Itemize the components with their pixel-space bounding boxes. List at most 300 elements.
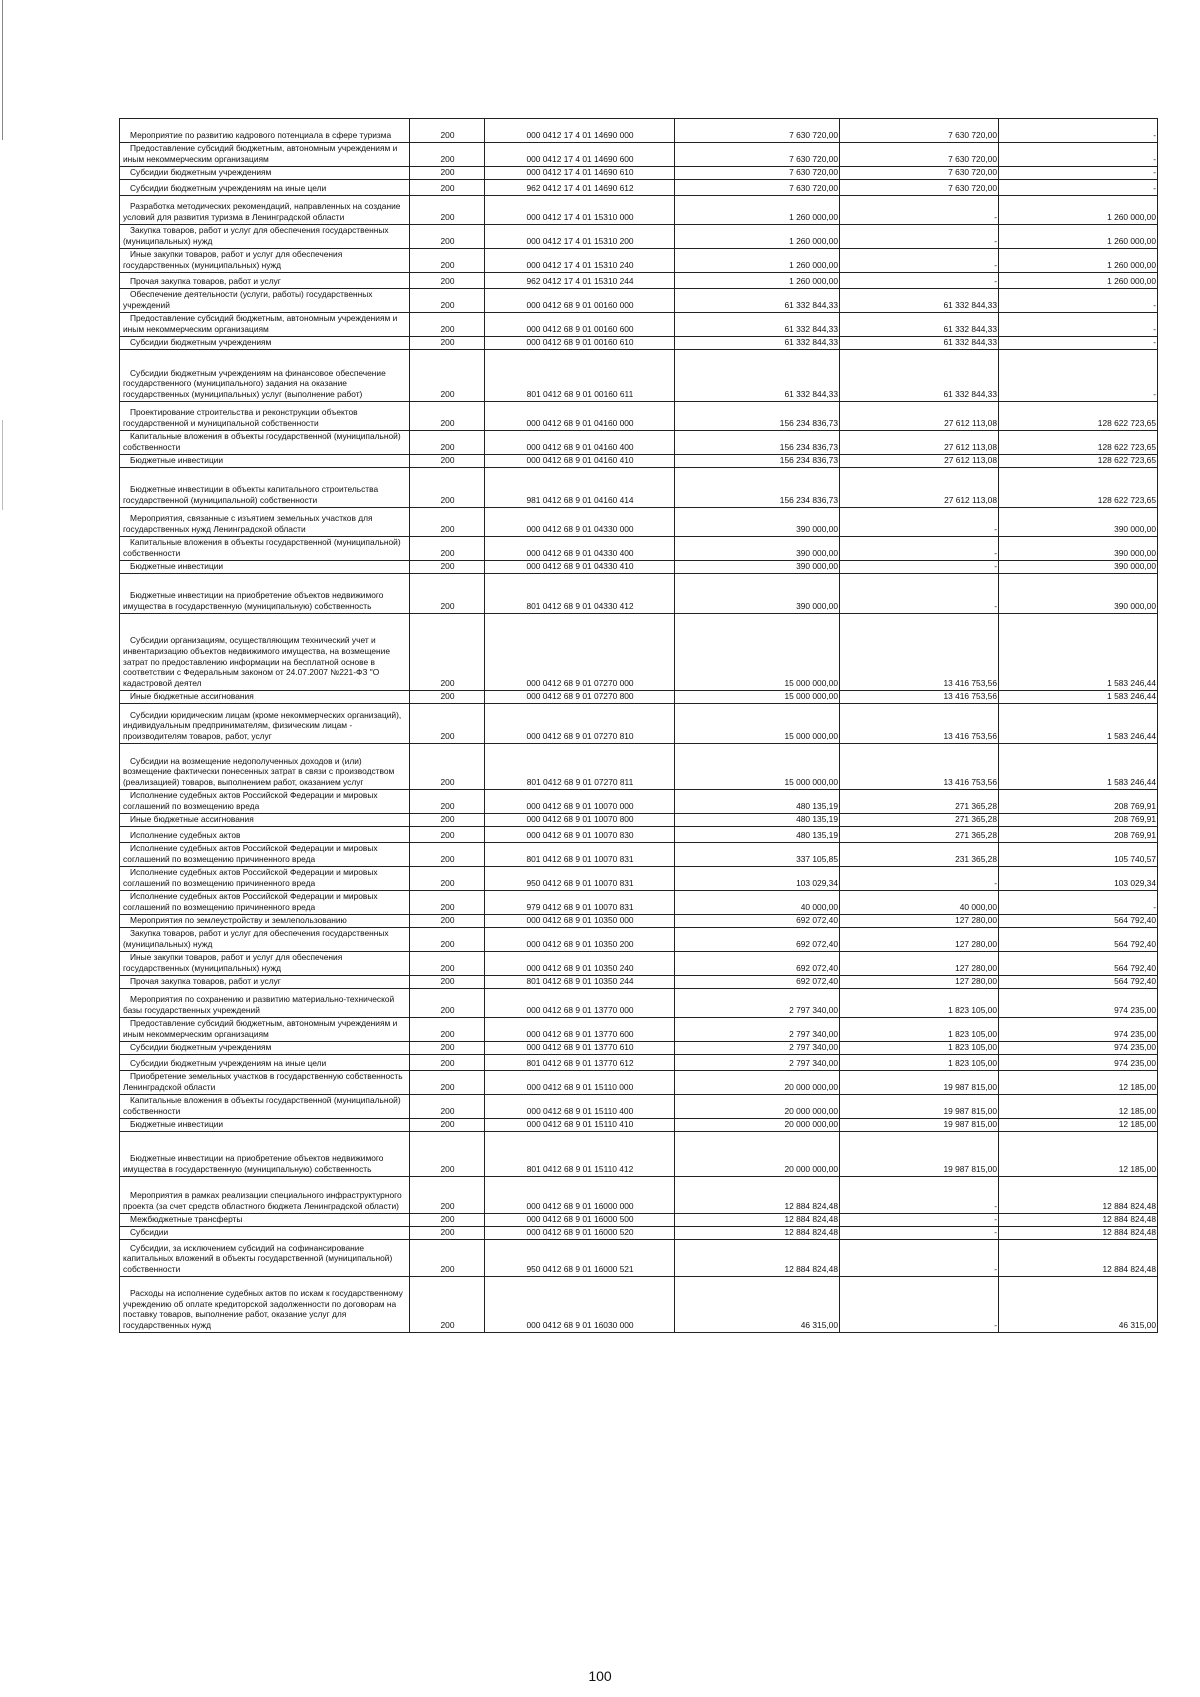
row-code-cell: 200 <box>410 843 485 867</box>
row-remaining-cell: 974 235,00 <box>999 1042 1158 1055</box>
row-classification-cell: 000 0412 68 9 01 04330 000 <box>485 508 675 537</box>
row-executed-cell: - <box>840 225 999 249</box>
table-row <box>120 814 1158 827</box>
row-code-cell: 200 <box>410 976 485 989</box>
row-executed-cell: 271 365,28 <box>840 814 999 827</box>
table-row <box>120 273 1158 289</box>
row-code-cell: 200 <box>410 1277 485 1333</box>
row-approved-cell: 390 000,00 <box>675 508 840 537</box>
row-approved-cell: 337 105,85 <box>675 843 840 867</box>
row-executed-cell: 61 332 844,33 <box>840 289 999 313</box>
row-code-cell: 200 <box>410 915 485 928</box>
row-remaining-cell: 12 884 824,48 <box>999 1177 1158 1214</box>
row-code-cell: 200 <box>410 249 485 273</box>
row-classification-cell: 000 0412 68 9 01 16000 000 <box>485 1177 675 1214</box>
row-approved-cell: 1 260 000,00 <box>675 225 840 249</box>
row-remaining-cell: 208 769,91 <box>999 790 1158 814</box>
row-name-cell: Проектирование строительства и реконструкции объектов государственной и муниципальной собственности <box>120 402 410 431</box>
row-executed-cell: - <box>840 508 999 537</box>
row-code-cell: 200 <box>410 814 485 827</box>
row-remaining-cell: - <box>999 313 1158 337</box>
table-row <box>120 431 1158 455</box>
row-code-cell: 200 <box>410 225 485 249</box>
row-name-cell: Субсидии бюджетным учреждениям на финансовое обеспечение государственного (муниципального) задания на оказание государственных (муниципальных) услуг (выполнение работ) <box>120 350 410 402</box>
row-code-cell: 200 <box>410 1227 485 1240</box>
row-remaining-cell: 390 000,00 <box>999 537 1158 561</box>
table-row <box>120 952 1158 976</box>
row-code-cell: 200 <box>410 196 485 225</box>
row-code-cell: 200 <box>410 1214 485 1227</box>
row-approved-cell: 20 000 000,00 <box>675 1119 840 1132</box>
row-code-cell: 200 <box>410 952 485 976</box>
row-executed-cell: 13 416 753,56 <box>840 704 999 744</box>
row-code-cell: 200 <box>410 350 485 402</box>
row-classification-cell: 000 0412 68 9 01 04160 410 <box>485 455 675 468</box>
row-remaining-cell: - <box>999 350 1158 402</box>
row-code-cell: 200 <box>410 1132 485 1177</box>
row-approved-cell: 692 072,40 <box>675 976 840 989</box>
row-name-cell: Закупка товаров, работ и услуг для обеспечения государственных (муниципальных) нужд <box>120 225 410 249</box>
row-classification-cell: 000 0412 68 9 01 16030 000 <box>485 1277 675 1333</box>
row-executed-cell: 27 612 113,08 <box>840 455 999 468</box>
table-row <box>120 843 1158 867</box>
row-classification-cell: 801 0412 68 9 01 10070 831 <box>485 843 675 867</box>
table-row <box>120 196 1158 225</box>
row-name-cell: Субсидии на возмещение недополученных доходов и (или) возмещение фактически понесенных затрат в связи с производством (реализацией) товаров, выполнением работ, оказанием услуг <box>120 744 410 790</box>
row-executed-cell: 127 280,00 <box>840 915 999 928</box>
row-name-cell: Приобретение земельных участков в государственную собственность Ленинградской области <box>120 1071 410 1095</box>
row-approved-cell: 20 000 000,00 <box>675 1132 840 1177</box>
row-code-cell: 200 <box>410 704 485 744</box>
row-code-cell: 200 <box>410 561 485 574</box>
row-classification-cell: 000 0412 68 9 01 10350 240 <box>485 952 675 976</box>
row-approved-cell: 1 260 000,00 <box>675 196 840 225</box>
row-executed-cell: 13 416 753,56 <box>840 614 999 691</box>
row-name-cell: Исполнение судебных актов Российской Федерации и мировых соглашений по возмещению причиненного вреда <box>120 891 410 915</box>
row-approved-cell: 12 884 824,48 <box>675 1227 840 1240</box>
row-executed-cell: - <box>840 273 999 289</box>
row-name-cell: Капитальные вложения в объекты государственной (муниципальной) собственности <box>120 537 410 561</box>
table-row <box>120 691 1158 704</box>
row-classification-cell: 000 0412 17 4 01 15310 200 <box>485 225 675 249</box>
row-approved-cell: 480 135,19 <box>675 790 840 814</box>
table-row <box>120 537 1158 561</box>
row-classification-cell: 000 0412 68 9 01 13770 000 <box>485 989 675 1018</box>
row-remaining-cell: 12 185,00 <box>999 1095 1158 1119</box>
row-code-cell: 200 <box>410 614 485 691</box>
row-code-cell: 200 <box>410 402 485 431</box>
row-classification-cell: 000 0412 68 9 01 00160 600 <box>485 313 675 337</box>
row-approved-cell: 12 884 824,48 <box>675 1214 840 1227</box>
row-executed-cell: 61 332 844,33 <box>840 350 999 402</box>
row-classification-cell: 000 0412 68 9 01 15110 000 <box>485 1071 675 1095</box>
row-name-cell: Субсидии бюджетным учреждениям на иные цели <box>120 180 410 196</box>
row-code-cell: 200 <box>410 1071 485 1095</box>
table-row <box>120 1119 1158 1132</box>
row-approved-cell: 20 000 000,00 <box>675 1095 840 1119</box>
row-classification-cell: 000 0412 68 9 01 04330 410 <box>485 561 675 574</box>
row-executed-cell: 1 823 105,00 <box>840 1042 999 1055</box>
row-code-cell: 200 <box>410 468 485 508</box>
table-row <box>120 313 1158 337</box>
table-row <box>120 614 1158 691</box>
row-executed-cell: - <box>840 574 999 614</box>
row-classification-cell: 801 0412 68 9 01 15110 412 <box>485 1132 675 1177</box>
row-approved-cell: 46 315,00 <box>675 1277 840 1333</box>
row-code-cell: 200 <box>410 691 485 704</box>
table-row <box>120 468 1158 508</box>
row-classification-cell: 000 0412 17 4 01 15310 000 <box>485 196 675 225</box>
row-name-cell: Мероприятия по сохранению и развитию материально-технической базы государственных учреждений <box>120 989 410 1018</box>
row-remaining-cell: 1 260 000,00 <box>999 196 1158 225</box>
table-row <box>120 1018 1158 1042</box>
row-classification-cell: 801 0412 68 9 01 07270 811 <box>485 744 675 790</box>
row-name-cell: Субсидии, за исключением субсидий на софинансирование капитальных вложений в объекты государственной (муниципальной) собственности <box>120 1240 410 1277</box>
row-name-cell: Мероприятия в рамках реализации специального инфраструктурного проекта (за счет средств областного бюджета Ленинградской области) <box>120 1177 410 1214</box>
row-approved-cell: 7 630 720,00 <box>675 143 840 167</box>
row-code-cell: 200 <box>410 180 485 196</box>
row-approved-cell: 1 260 000,00 <box>675 249 840 273</box>
row-approved-cell: 7 630 720,00 <box>675 119 840 143</box>
row-remaining-cell: 128 622 723,65 <box>999 402 1158 431</box>
row-code-cell: 200 <box>410 891 485 915</box>
row-code-cell: 200 <box>410 143 485 167</box>
table-row <box>120 891 1158 915</box>
page-number: 100 <box>588 1668 612 1684</box>
row-remaining-cell: 564 792,40 <box>999 952 1158 976</box>
row-remaining-cell: - <box>999 180 1158 196</box>
row-executed-cell: 271 365,28 <box>840 827 999 843</box>
row-classification-cell: 979 0412 68 9 01 10070 831 <box>485 891 675 915</box>
table-row <box>120 1055 1158 1071</box>
row-name-cell: Исполнение судебных актов <box>120 827 410 843</box>
row-classification-cell: 000 0412 17 4 01 14690 600 <box>485 143 675 167</box>
row-executed-cell: 1 823 105,00 <box>840 1018 999 1042</box>
row-remaining-cell: 103 029,34 <box>999 867 1158 891</box>
row-approved-cell: 61 332 844,33 <box>675 313 840 337</box>
row-classification-cell: 801 0412 68 9 01 00160 611 <box>485 350 675 402</box>
row-approved-cell: 103 029,34 <box>675 867 840 891</box>
row-approved-cell: 156 234 836,73 <box>675 468 840 508</box>
row-executed-cell: - <box>840 561 999 574</box>
table-row <box>120 928 1158 952</box>
row-remaining-cell: - <box>999 167 1158 180</box>
row-name-cell: Субсидии бюджетным учреждениям <box>120 167 410 180</box>
row-code-cell: 200 <box>410 1042 485 1055</box>
row-remaining-cell: 564 792,40 <box>999 976 1158 989</box>
row-approved-cell: 1 260 000,00 <box>675 273 840 289</box>
row-name-cell: Субсидии бюджетным учреждениям <box>120 337 410 350</box>
row-remaining-cell: - <box>999 891 1158 915</box>
row-remaining-cell: 128 622 723,65 <box>999 468 1158 508</box>
row-classification-cell: 000 0412 68 9 01 07270 800 <box>485 691 675 704</box>
row-executed-cell: 127 280,00 <box>840 928 999 952</box>
row-code-cell: 200 <box>410 1240 485 1277</box>
row-name-cell: Капитальные вложения в объекты государственной (муниципальной) собственности <box>120 431 410 455</box>
row-executed-cell: 7 630 720,00 <box>840 119 999 143</box>
row-remaining-cell: - <box>999 337 1158 350</box>
row-classification-cell: 000 0412 68 9 01 00160 000 <box>485 289 675 313</box>
row-classification-cell: 000 0412 68 9 01 10350 200 <box>485 928 675 952</box>
row-classification-cell: 000 0412 68 9 01 04330 400 <box>485 537 675 561</box>
scan-mark <box>2 0 3 140</box>
row-code-cell: 200 <box>410 744 485 790</box>
row-classification-cell: 801 0412 68 9 01 13770 612 <box>485 1055 675 1071</box>
row-classification-cell: 950 0412 68 9 01 10070 831 <box>485 867 675 891</box>
row-name-cell: Бюджетные инвестиции <box>120 1119 410 1132</box>
row-approved-cell: 40 000,00 <box>675 891 840 915</box>
row-classification-cell: 000 0412 17 4 01 14690 000 <box>485 119 675 143</box>
row-executed-cell: 1 823 105,00 <box>840 1055 999 1071</box>
row-code-cell: 200 <box>410 989 485 1018</box>
row-code-cell: 200 <box>410 827 485 843</box>
row-name-cell: Межбюджетные трансферты <box>120 1214 410 1227</box>
row-approved-cell: 2 797 340,00 <box>675 1055 840 1071</box>
table-row <box>120 249 1158 273</box>
row-name-cell: Предоставление субсидий бюджетным, автономным учреждениям и иным некоммерческим организациям <box>120 1018 410 1042</box>
row-executed-cell: 127 280,00 <box>840 952 999 976</box>
row-name-cell: Бюджетные инвестиции на приобретение объектов недвижимого имущества в государственную (муниципальную) собственность <box>120 574 410 614</box>
row-classification-cell: 000 0412 68 9 01 10070 000 <box>485 790 675 814</box>
row-approved-cell: 480 135,19 <box>675 827 840 843</box>
row-remaining-cell: 390 000,00 <box>999 508 1158 537</box>
table-row <box>120 1214 1158 1227</box>
row-remaining-cell: 1 583 246,44 <box>999 614 1158 691</box>
row-name-cell: Предоставление субсидий бюджетным, автономным учреждениям и иным некоммерческим организациям <box>120 313 410 337</box>
row-code-cell: 200 <box>410 1177 485 1214</box>
table-row <box>120 867 1158 891</box>
row-classification-cell: 000 0412 17 4 01 14690 610 <box>485 167 675 180</box>
row-executed-cell: 19 987 815,00 <box>840 1095 999 1119</box>
table-row <box>120 704 1158 744</box>
row-classification-cell: 801 0412 68 9 01 04330 412 <box>485 574 675 614</box>
row-name-cell: Прочая закупка товаров, работ и услуг <box>120 273 410 289</box>
row-approved-cell: 12 884 824,48 <box>675 1240 840 1277</box>
row-name-cell: Исполнение судебных актов Российской Федерации и мировых соглашений по возмещению причиненного вреда <box>120 867 410 891</box>
table-row <box>120 167 1158 180</box>
table-row <box>120 180 1158 196</box>
row-code-cell: 200 <box>410 337 485 350</box>
row-classification-cell: 000 0412 68 9 01 07270 810 <box>485 704 675 744</box>
row-code-cell: 200 <box>410 273 485 289</box>
row-classification-cell: 000 0412 17 4 01 15310 240 <box>485 249 675 273</box>
row-remaining-cell: 46 315,00 <box>999 1277 1158 1333</box>
row-code-cell: 200 <box>410 167 485 180</box>
table-row <box>120 119 1158 143</box>
row-approved-cell: 390 000,00 <box>675 537 840 561</box>
table-row <box>120 455 1158 468</box>
row-code-cell: 200 <box>410 1119 485 1132</box>
row-executed-cell: - <box>840 1277 999 1333</box>
row-approved-cell: 61 332 844,33 <box>675 337 840 350</box>
row-executed-cell: 7 630 720,00 <box>840 180 999 196</box>
row-classification-cell: 962 0412 17 4 01 15310 244 <box>485 273 675 289</box>
row-remaining-cell: 564 792,40 <box>999 915 1158 928</box>
row-name-cell: Субсидии бюджетным учреждениям на иные цели <box>120 1055 410 1071</box>
row-executed-cell: 19 987 815,00 <box>840 1119 999 1132</box>
row-name-cell: Разработка методических рекомендаций, направленных на создание условий для развития туризма в Ленинградской области <box>120 196 410 225</box>
row-executed-cell: - <box>840 867 999 891</box>
row-classification-cell: 000 0412 68 9 01 10070 800 <box>485 814 675 827</box>
row-code-cell: 200 <box>410 508 485 537</box>
row-name-cell: Иные бюджетные ассигнования <box>120 691 410 704</box>
row-executed-cell: 27 612 113,08 <box>840 431 999 455</box>
row-name-cell: Иные закупки товаров, работ и услуг для обеспечения государственных (муниципальных) нужд <box>120 952 410 976</box>
row-remaining-cell: 128 622 723,65 <box>999 455 1158 468</box>
table-row <box>120 1177 1158 1214</box>
row-remaining-cell: - <box>999 143 1158 167</box>
table-row <box>120 827 1158 843</box>
row-name-cell: Предоставление субсидий бюджетным, автономным учреждениям и иным некоммерческим организациям <box>120 143 410 167</box>
row-approved-cell: 15 000 000,00 <box>675 744 840 790</box>
row-remaining-cell: 1 260 000,00 <box>999 249 1158 273</box>
table-row <box>120 1227 1158 1240</box>
row-remaining-cell: 1 260 000,00 <box>999 273 1158 289</box>
row-code-cell: 200 <box>410 431 485 455</box>
row-executed-cell: 19 987 815,00 <box>840 1071 999 1095</box>
table-row <box>120 989 1158 1018</box>
row-classification-cell: 000 0412 68 9 01 10350 000 <box>485 915 675 928</box>
row-name-cell: Мероприятие по развитию кадрового потенциала в сфере туризма <box>120 119 410 143</box>
table-row <box>120 1240 1158 1277</box>
row-classification-cell: 950 0412 68 9 01 16000 521 <box>485 1240 675 1277</box>
row-executed-cell: 61 332 844,33 <box>840 313 999 337</box>
row-name-cell: Иные закупки товаров, работ и услуг для обеспечения государственных (муниципальных) нужд <box>120 249 410 273</box>
row-code-cell: 200 <box>410 1018 485 1042</box>
scan-mark <box>2 420 3 510</box>
row-remaining-cell: 564 792,40 <box>999 928 1158 952</box>
table-row <box>120 1042 1158 1055</box>
row-remaining-cell: - <box>999 119 1158 143</box>
row-approved-cell: 692 072,40 <box>675 952 840 976</box>
row-classification-cell: 000 0412 68 9 01 10070 830 <box>485 827 675 843</box>
row-classification-cell: 981 0412 68 9 01 04160 414 <box>485 468 675 508</box>
row-executed-cell: - <box>840 196 999 225</box>
row-remaining-cell: 974 235,00 <box>999 1055 1158 1071</box>
row-executed-cell: - <box>840 1177 999 1214</box>
row-approved-cell: 15 000 000,00 <box>675 614 840 691</box>
table-row <box>120 337 1158 350</box>
row-name-cell: Обеспечение деятельности (услуги, работы) государственных учреждений <box>120 289 410 313</box>
row-name-cell: Прочая закупка товаров, работ и услуг <box>120 976 410 989</box>
row-remaining-cell: 12 884 824,48 <box>999 1240 1158 1277</box>
row-classification-cell: 000 0412 68 9 01 04160 400 <box>485 431 675 455</box>
row-name-cell: Бюджетные инвестиции на приобретение объектов недвижимого имущества в государственную (муниципальную) собственность <box>120 1132 410 1177</box>
row-executed-cell: 61 332 844,33 <box>840 337 999 350</box>
row-code-cell: 200 <box>410 119 485 143</box>
row-remaining-cell: 1 583 246,44 <box>999 704 1158 744</box>
row-approved-cell: 61 332 844,33 <box>675 350 840 402</box>
row-executed-cell: 1 823 105,00 <box>840 989 999 1018</box>
row-executed-cell: 27 612 113,08 <box>840 468 999 508</box>
table-row <box>120 508 1158 537</box>
row-remaining-cell: 1 583 246,44 <box>999 691 1158 704</box>
row-name-cell: Иные бюджетные ассигнования <box>120 814 410 827</box>
budget-table-sheet <box>119 118 1157 1333</box>
row-name-cell: Мероприятия, связанные с изъятием земельных участков для государственных нужд Ленинградской области <box>120 508 410 537</box>
row-executed-cell: 7 630 720,00 <box>840 167 999 180</box>
row-executed-cell: - <box>840 1227 999 1240</box>
table-row <box>120 744 1158 790</box>
row-name-cell: Субсидии <box>120 1227 410 1240</box>
row-classification-cell: 000 0412 68 9 01 13770 610 <box>485 1042 675 1055</box>
row-classification-cell: 000 0412 68 9 01 16000 500 <box>485 1214 675 1227</box>
row-executed-cell: 13 416 753,56 <box>840 744 999 790</box>
row-name-cell: Субсидии организациям, осуществляющим технический учет и инвентаризацию объектов недвижимого имущества, на возмещение затрат по предоставлению информации на бесплатной основе в соответствии с Федеральным законом от 24.07.2007 №221-ФЗ "О кадастровой деятел <box>120 614 410 691</box>
row-approved-cell: 156 234 836,73 <box>675 455 840 468</box>
table-row <box>120 1095 1158 1119</box>
row-code-cell: 200 <box>410 1055 485 1071</box>
row-remaining-cell: 1 583 246,44 <box>999 744 1158 790</box>
row-classification-cell: 000 0412 68 9 01 00160 610 <box>485 337 675 350</box>
table-row <box>120 1277 1158 1333</box>
row-executed-cell: 7 630 720,00 <box>840 143 999 167</box>
row-remaining-cell: 12 185,00 <box>999 1119 1158 1132</box>
row-name-cell: Расходы на исполнение судебных актов по искам к государственному учреждению об оплате кредиторской задолженности по договорам на поставку товаров, выполнение работ, оказание услуг для государственных нужд <box>120 1277 410 1333</box>
row-remaining-cell: - <box>999 289 1158 313</box>
row-approved-cell: 390 000,00 <box>675 574 840 614</box>
row-classification-cell: 000 0412 68 9 01 16000 520 <box>485 1227 675 1240</box>
row-name-cell: Закупка товаров, работ и услуг для обеспечения государственных (муниципальных) нужд <box>120 928 410 952</box>
row-approved-cell: 692 072,40 <box>675 915 840 928</box>
row-approved-cell: 2 797 340,00 <box>675 1018 840 1042</box>
table-row <box>120 561 1158 574</box>
table-row <box>120 1132 1158 1177</box>
row-remaining-cell: 974 235,00 <box>999 1018 1158 1042</box>
table-row <box>120 289 1158 313</box>
row-approved-cell: 156 234 836,73 <box>675 431 840 455</box>
table-row <box>120 976 1158 989</box>
row-classification-cell: 962 0412 17 4 01 14690 612 <box>485 180 675 196</box>
row-executed-cell: 13 416 753,56 <box>840 691 999 704</box>
row-classification-cell: 000 0412 68 9 01 15110 400 <box>485 1095 675 1119</box>
row-code-cell: 200 <box>410 1095 485 1119</box>
row-remaining-cell: 128 622 723,65 <box>999 431 1158 455</box>
row-approved-cell: 692 072,40 <box>675 928 840 952</box>
row-executed-cell: - <box>840 1214 999 1227</box>
row-code-cell: 200 <box>410 867 485 891</box>
row-code-cell: 200 <box>410 455 485 468</box>
row-remaining-cell: 390 000,00 <box>999 561 1158 574</box>
row-name-cell: Бюджетные инвестиции в объекты капитального строительства государственной (муниципальной) собственности <box>120 468 410 508</box>
row-code-cell: 200 <box>410 537 485 561</box>
row-remaining-cell: 12 185,00 <box>999 1132 1158 1177</box>
row-remaining-cell: 12 884 824,48 <box>999 1227 1158 1240</box>
row-executed-cell: 19 987 815,00 <box>840 1132 999 1177</box>
row-name-cell: Мероприятия по землеустройству и землепользованию <box>120 915 410 928</box>
row-classification-cell: 000 0412 68 9 01 07270 000 <box>485 614 675 691</box>
row-code-cell: 200 <box>410 313 485 337</box>
row-remaining-cell: 105 740,57 <box>999 843 1158 867</box>
row-approved-cell: 20 000 000,00 <box>675 1071 840 1095</box>
row-remaining-cell: 974 235,00 <box>999 989 1158 1018</box>
row-approved-cell: 2 797 340,00 <box>675 1042 840 1055</box>
row-remaining-cell: 208 769,91 <box>999 814 1158 827</box>
row-classification-cell: 000 0412 68 9 01 15110 410 <box>485 1119 675 1132</box>
table-row <box>120 915 1158 928</box>
table-row <box>120 402 1158 431</box>
table-body <box>120 119 1158 1333</box>
table-row <box>120 143 1158 167</box>
table-row <box>120 790 1158 814</box>
row-code-cell: 200 <box>410 574 485 614</box>
row-remaining-cell: 208 769,91 <box>999 827 1158 843</box>
row-classification-cell: 000 0412 68 9 01 13770 600 <box>485 1018 675 1042</box>
row-remaining-cell: 12 185,00 <box>999 1071 1158 1095</box>
row-executed-cell: - <box>840 537 999 561</box>
row-executed-cell: - <box>840 249 999 273</box>
table-row <box>120 1071 1158 1095</box>
